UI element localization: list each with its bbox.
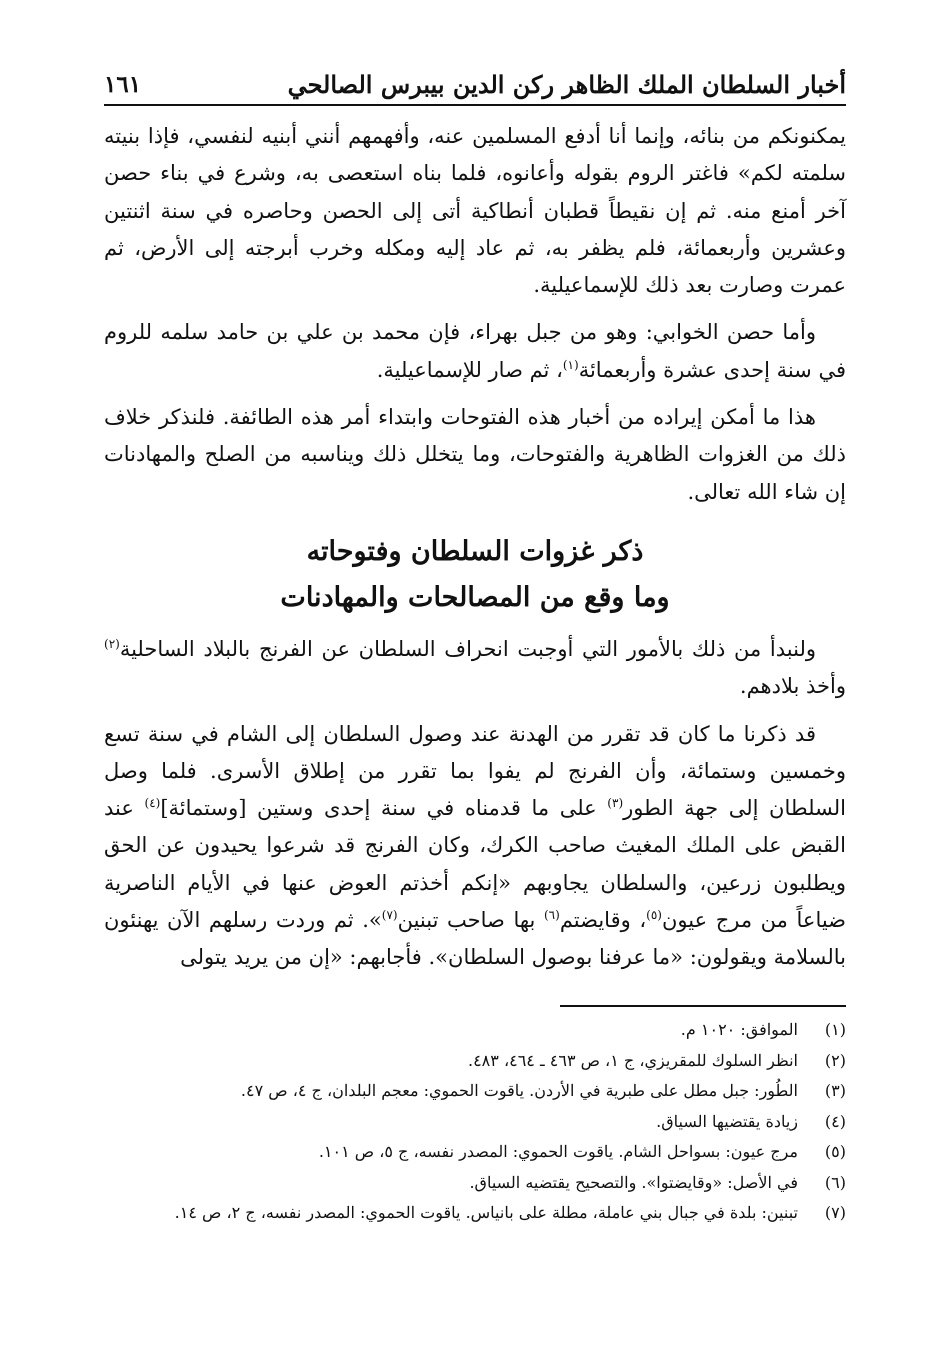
paragraph-5-text-a: قد ذكرنا ما كان قد تقرر من الهدنة عند وصول السلطان إلى الشام في سنة تسع وخمسين وستمائة، وأن الفرنج لم يفوا بما تقرر من إطلاق الأسرى. فلما وصل السلطان إلى جهة الطور — [104, 721, 846, 821]
footnote-text: الموافق: ١٠٢٠ م. — [680, 1020, 798, 1039]
paragraph-3: هذا ما أمكن إيراده من أخبار هذه الفتوحات وابتداء أمر هذه الطائفة. فلنذكر خلاف ذلك من الغزوات الظاهرية والفتوحات، وما يتخلل ذلك ويناسبه من الصلح والمهادنات إن شاء الله تعالى. — [104, 405, 846, 504]
footnote-number: (٦) — [824, 1172, 846, 1192]
footnote-ref-3: (٣) — [607, 796, 624, 811]
paragraph-5-text-c: عند القبض على الملك المغيث صاحب الكرك، وكان الفرنج قد شرعوا يحيدون عن الحق ويطلبون زرعين، والسلطان يجاوبهم «إنكم أخذتم العوض عنها في الأيام الناصرية ضياعاً من مرج عيون — [104, 796, 847, 933]
paragraph-5-text-b: على ما قدمناه في سنة إحدى وستين [وستمائة] — [160, 796, 608, 821]
footnote-ref-7: (٧) — [381, 908, 398, 923]
footnote-ref-4: (٤) — [144, 796, 161, 811]
paragraph-5-text-e: بها صاحب تبنين — [397, 908, 544, 933]
paragraph-4-text-b: وأخذ بلادهم. — [739, 674, 846, 699]
footnote-number: (١) — [824, 1020, 846, 1039]
running-header — [104, 64, 846, 106]
main-text — [104, 118, 846, 987]
section-heading-line-1: ذكر غزوات السلطان وفتوحاته — [306, 535, 644, 567]
footnote-ref-2: (٢) — [104, 636, 120, 651]
section-heading — [104, 529, 846, 621]
footnote-ref-5: (٥) — [646, 908, 662, 923]
footnote-number: (٣) — [824, 1081, 846, 1100]
footnote-text: مرج عيون: بسواحل الشام. ياقوت الحموي: المصدر نفسه، ج ٥، ص ١٠١. — [318, 1142, 798, 1161]
footnote-number: (٧) — [824, 1203, 846, 1222]
footnote-number: (٢) — [824, 1050, 846, 1070]
paragraph-5-text-f: ». ثم وردت رسلهم الآن يهنئون بالسلامة ويقولون: «ما عرفنا بوصول السلطان». فأجابهم: «إن من يريد يتولى — [104, 908, 846, 970]
footnote-item — [104, 1137, 846, 1168]
footnote-item — [104, 1076, 846, 1107]
paragraph-2 — [104, 314, 846, 389]
footnote-text: تبنين: بلدة في جبال بني عاملة، مطلة على بانياس. ياقوت الحموي: المصدر نفسه، ج ٢، ص ١٤. — [174, 1203, 798, 1222]
footnote-ref-6: (٦) — [543, 908, 560, 923]
footnote-item — [104, 1015, 846, 1046]
footnotes — [104, 1015, 846, 1229]
footnote-ref-1: (١) — [562, 357, 579, 372]
footnote-text: انظر السلوك للمقريزي، ج ١، ص ٤٦٣ ـ ٤٦٤، ٤٨٣. — [467, 1050, 798, 1070]
section-heading-line-2: وما وقع من المصالحات والمهادنات — [280, 581, 670, 613]
paragraph-5 — [104, 716, 846, 977]
paragraph-5-text-d: ، وقايضتم — [559, 908, 647, 933]
footnote-item — [104, 1198, 846, 1229]
footnote-item — [104, 1107, 846, 1138]
paragraph-4-text-a: ولنبدأ من ذلك بالأمور التي أوجبت انحراف السلطان عن الفرنج بالبلاد الساحلية — [119, 636, 816, 661]
footnote-number: (٥) — [824, 1142, 846, 1161]
footnote-divider — [560, 1005, 846, 1007]
header-title: أخبار السلطان الملك الظاهر ركن الدين بيبرس الصالحي — [287, 69, 846, 99]
footnote-number: (٤) — [824, 1111, 846, 1131]
footnote-item — [104, 1168, 846, 1199]
page-number: ١٦١ — [104, 70, 142, 98]
paragraph-2-text-a: وأما حصن الخوابي: وهو من جبل بهراء، فإن محمد بن علي بن حامد سلمه للروم في سنة إحدى عشرة وأربعمائة — [104, 320, 846, 382]
paragraph-1: يمكنونكم من بنائه، وإنما أنا أدفع المسلمين عنه، وأفهمهم أنني أبنيه لنفسي، فإذا بنيته سلمته لكم» فاغتر الروم بقوله وأعانوه، فلما بناه استعصى به، وشرع في بناء حصن آخر أمنع منه. ثم إن نقيطاً قطبان أنطاكية أتى إلى الحصن وحاصره في سنة اثنتين وعشرين وأربعمائة، فلم يظفر به، ثم عاد إليه ومكله وخرب أبرجته إلى الأرض، ثم عمرت وصارت بعد ذلك للإسماعيلية. — [104, 124, 846, 298]
footnote-text: في الأصل: «وقايضتوا». والتصحيح يقتضيه السياق. — [469, 1172, 798, 1192]
footnote-item — [104, 1046, 846, 1077]
footnote-text: زيادة يقتضيها السياق. — [656, 1111, 798, 1131]
footnote-text: الطُور: جبل مطل على طبرية في الأردن. ياقوت الحموي: معجم البلدان، ج ٤، ص ٤٧. — [240, 1081, 798, 1100]
paragraph-4 — [104, 631, 846, 706]
paragraph-2-text-b: ، ثم صار للإسماعيلية. — [376, 357, 563, 382]
